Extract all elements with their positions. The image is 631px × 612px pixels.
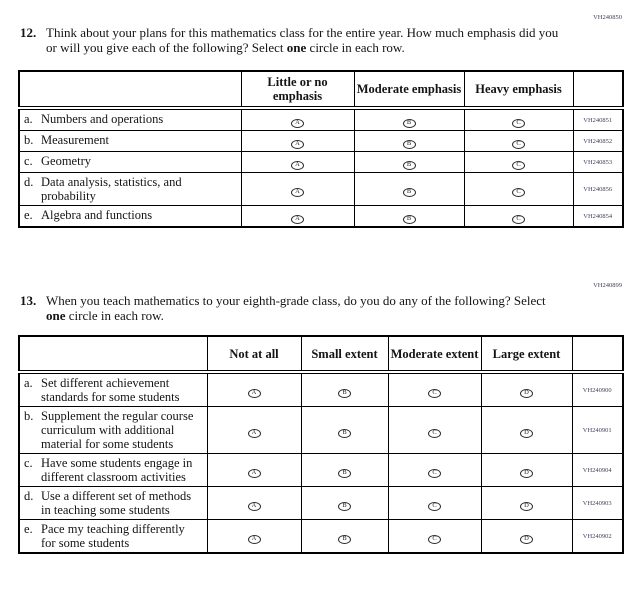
row-vh-code: VH240901 <box>572 407 623 454</box>
answer-bubble-c[interactable]: C <box>428 469 441 478</box>
option-cell <box>301 487 388 520</box>
answer-bubble-c[interactable]: C <box>428 429 441 438</box>
answer-bubble-b[interactable]: B <box>403 188 416 197</box>
answer-bubble-a[interactable]: A <box>248 502 261 511</box>
option-cell <box>354 131 464 152</box>
option-cell <box>241 206 354 228</box>
row-vh-code: VH240900 <box>572 372 623 407</box>
item-cell <box>19 487 207 520</box>
answer-bubble-c[interactable]: C <box>428 535 441 544</box>
question12-text-bold: one <box>286 40 307 55</box>
answer-bubble-a[interactable]: A <box>291 215 304 224</box>
row-letter: b. <box>24 409 34 423</box>
option-cell <box>301 407 388 454</box>
table-row <box>19 407 623 454</box>
option-cell <box>354 173 464 206</box>
question13-text <box>46 293 565 323</box>
item-cell <box>19 206 241 228</box>
item-cell <box>19 152 241 173</box>
item-header-blank <box>19 336 207 372</box>
question12-text-post: circle in each row. <box>306 40 405 55</box>
row-vh-code: VH240853 <box>573 152 623 173</box>
row-letter: c. <box>24 456 33 470</box>
question12 <box>20 25 565 55</box>
option-cell <box>481 372 572 407</box>
answer-bubble-a[interactable]: A <box>291 140 304 149</box>
answer-bubble-c[interactable]: C <box>512 188 525 197</box>
code-header-blank <box>572 336 623 372</box>
answer-bubble-b[interactable]: B <box>403 140 416 149</box>
option-cell <box>464 108 573 131</box>
option-cell <box>301 372 388 407</box>
question13-text-pre: When you teach mathematics to your eighth-grade class, do you do any of the following? Select <box>46 293 546 308</box>
row-vh-code: VH240852 <box>573 131 623 152</box>
row-letter: c. <box>24 154 33 168</box>
answer-bubble-a[interactable]: A <box>248 429 261 438</box>
option-cell <box>207 487 301 520</box>
answer-bubble-c[interactable]: C <box>512 161 525 170</box>
option-cell <box>481 520 572 554</box>
item-cell <box>19 454 207 487</box>
question13-text-bold: one <box>46 308 66 323</box>
answer-bubble-c[interactable]: C <box>428 502 441 511</box>
row-letter: a. <box>24 112 33 126</box>
row-vh-code: VH240902 <box>572 520 623 554</box>
option-cell <box>301 520 388 554</box>
row-label: Use a different set of methods in teaching some students <box>41 489 192 517</box>
option-cell <box>241 131 354 152</box>
question12-vh-code: VH240850 <box>593 14 622 21</box>
row-label: Pace my teaching differently for some students <box>41 522 185 550</box>
row-vh-code: VH240903 <box>572 487 623 520</box>
column-header-not-at-all: Not at all <box>207 336 301 372</box>
option-cell <box>388 372 481 407</box>
option-cell <box>207 454 301 487</box>
row-letter: e. <box>24 522 33 536</box>
answer-bubble-c[interactable]: C <box>428 389 441 398</box>
answer-bubble-d[interactable]: D <box>520 389 533 398</box>
option-cell <box>241 108 354 131</box>
question13 <box>20 293 565 323</box>
question12-text-pre: Think about your plans for this mathematics class for the entire year. How much emphasis did you or will you give each of the following? Select <box>46 25 559 55</box>
column-header-heavy-emphasis: Heavy emphasis <box>464 71 573 108</box>
option-cell <box>464 173 573 206</box>
question12-table <box>18 70 624 228</box>
row-vh-code: VH240854 <box>573 206 623 228</box>
question13-number: 13. <box>20 293 37 308</box>
option-cell <box>207 520 301 554</box>
row-label: Algebra and functions <box>41 208 153 222</box>
answer-bubble-a[interactable]: A <box>248 535 261 544</box>
column-header-moderate-emphasis: Moderate emphasis <box>354 71 464 108</box>
column-header-small-extent: Small extent <box>301 336 388 372</box>
row-vh-code: VH240856 <box>573 173 623 206</box>
row-letter: e. <box>24 208 33 222</box>
question13-header-row <box>19 336 623 372</box>
item-cell <box>19 173 241 206</box>
row-label: Have some students engage in different classroom activities <box>41 456 193 484</box>
option-cell <box>354 152 464 173</box>
row-label: Data analysis, statistics, and probability <box>41 175 182 203</box>
option-cell <box>207 407 301 454</box>
question12-header-row <box>19 71 623 108</box>
answer-bubble-d[interactable]: D <box>520 429 533 438</box>
table-row <box>19 520 623 554</box>
table-row <box>19 487 623 520</box>
answer-bubble-b[interactable]: B <box>403 161 416 170</box>
row-label: Geometry <box>41 154 91 168</box>
row-label: Supplement the regular course curriculum with additional material for some students <box>41 409 194 451</box>
question13-vh-code: VH240899 <box>593 282 622 289</box>
item-cell <box>19 131 241 152</box>
table-row <box>19 454 623 487</box>
answer-bubble-b[interactable]: B <box>338 535 351 544</box>
item-cell <box>19 108 241 131</box>
answer-bubble-a[interactable]: A <box>291 161 304 170</box>
question12-text <box>46 25 565 55</box>
answer-bubble-a[interactable]: A <box>248 469 261 478</box>
answer-bubble-a[interactable]: A <box>248 389 261 398</box>
row-label: Set different achievement standards for some students <box>41 376 180 404</box>
row-letter: a. <box>24 376 33 390</box>
row-label: Measurement <box>41 133 110 147</box>
answer-bubble-b[interactable]: B <box>403 215 416 224</box>
option-cell <box>388 407 481 454</box>
option-cell <box>464 131 573 152</box>
option-cell <box>354 108 464 131</box>
table-row <box>19 372 623 407</box>
row-vh-code: VH240851 <box>573 108 623 131</box>
answer-bubble-b[interactable]: B <box>403 119 416 128</box>
answer-bubble-b[interactable]: B <box>338 389 351 398</box>
option-cell <box>464 206 573 228</box>
answer-bubble-b[interactable]: B <box>338 429 351 438</box>
option-cell <box>207 372 301 407</box>
table-row <box>19 206 623 228</box>
row-letter: b. <box>24 133 34 147</box>
column-header-large-extent: Large extent <box>481 336 572 372</box>
option-cell <box>388 487 481 520</box>
option-cell <box>354 206 464 228</box>
column-header-little-or-no-emphasis: Little or no emphasis <box>241 71 354 108</box>
option-cell <box>241 173 354 206</box>
table-row <box>19 173 623 206</box>
option-cell <box>481 454 572 487</box>
row-vh-code: VH240904 <box>572 454 623 487</box>
question13-table <box>18 335 624 554</box>
answer-bubble-b[interactable]: B <box>338 469 351 478</box>
item-cell <box>19 407 207 454</box>
answer-bubble-d[interactable]: D <box>520 502 533 511</box>
option-cell <box>464 152 573 173</box>
option-cell <box>301 454 388 487</box>
answer-bubble-c[interactable]: C <box>512 119 525 128</box>
item-cell <box>19 372 207 407</box>
row-letter: d. <box>24 175 34 189</box>
table-row <box>19 108 623 131</box>
answer-bubble-a[interactable]: A <box>291 188 304 197</box>
question13-text-post: circle in each row. <box>65 308 164 323</box>
answer-bubble-b[interactable]: B <box>338 502 351 511</box>
question12-number: 12. <box>20 25 37 40</box>
table-row <box>19 131 623 152</box>
option-cell <box>388 454 481 487</box>
answer-bubble-d[interactable]: D <box>520 535 533 544</box>
answer-bubble-a[interactable]: A <box>291 119 304 128</box>
column-header-moderate-extent: Moderate extent <box>388 336 481 372</box>
answer-bubble-c[interactable]: C <box>512 140 525 149</box>
answer-bubble-c[interactable]: C <box>512 215 525 224</box>
answer-bubble-d[interactable]: D <box>520 469 533 478</box>
row-letter: d. <box>24 489 34 503</box>
option-cell <box>481 487 572 520</box>
item-header-blank <box>19 71 241 108</box>
option-cell <box>481 407 572 454</box>
code-header-blank <box>573 71 623 108</box>
row-label: Numbers and operations <box>41 112 164 126</box>
table-row <box>19 152 623 173</box>
item-cell <box>19 520 207 554</box>
option-cell <box>241 152 354 173</box>
option-cell <box>388 520 481 554</box>
